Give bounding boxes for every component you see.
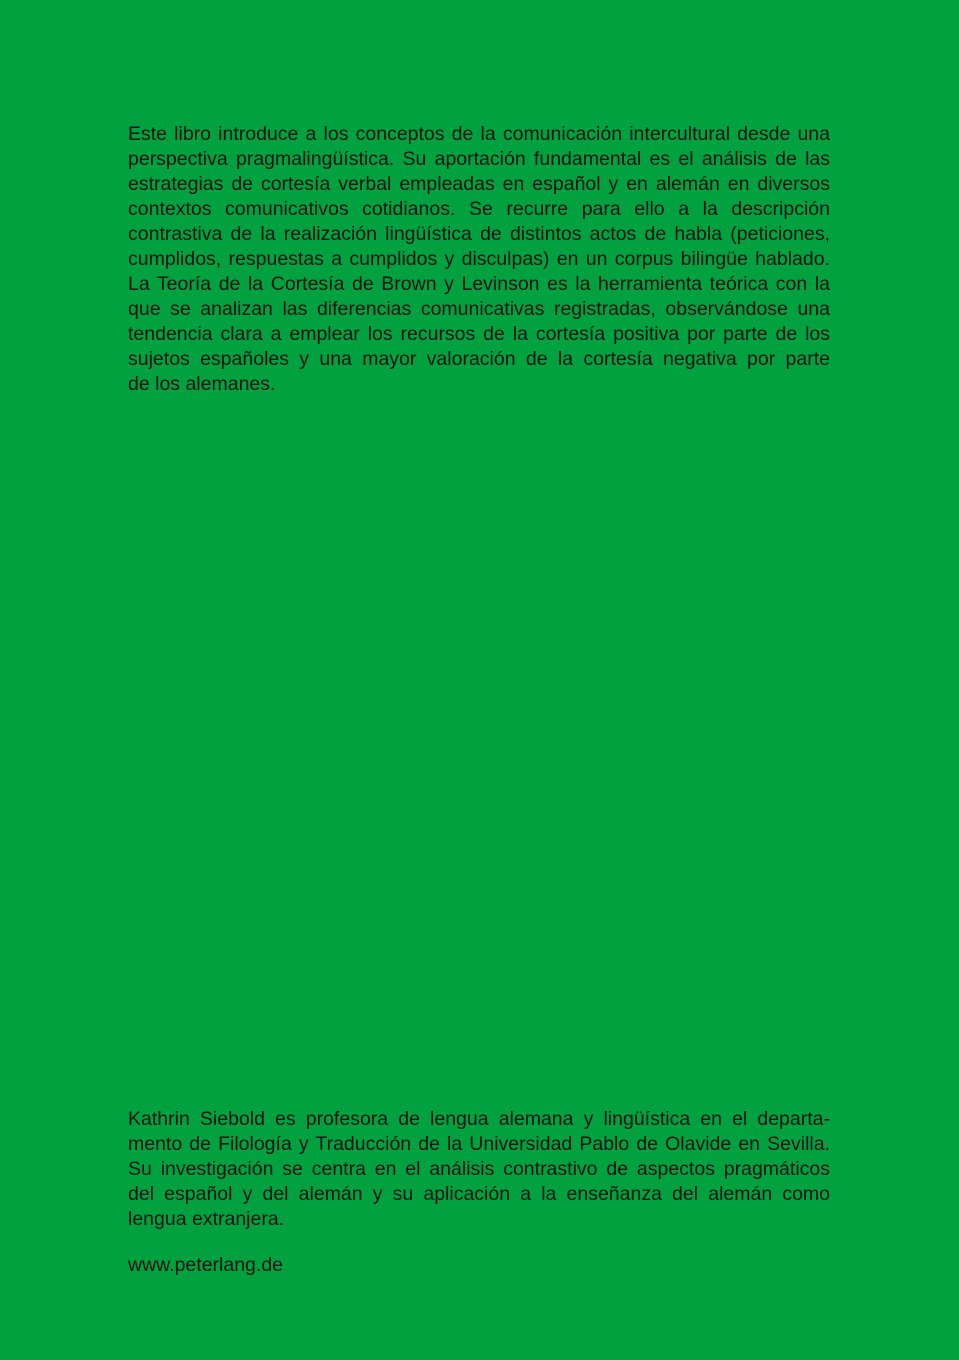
description-line: sujetos españoles y una mayor valoración de la cortesía negativa por parte xyxy=(128,348,830,370)
author-bio-line: Su investigación se centra en el análisis contrastivo de aspectos pragmáticos xyxy=(128,1158,830,1180)
description-line: Este libro introduce a los conceptos de la comunicación intercultural desde una xyxy=(128,123,830,145)
description-line: que se analizan las diferencias comunicativas registradas, observándose una xyxy=(128,298,830,320)
author-bio-line: del español y del alemán y su aplicación a la enseñanza del alemán como xyxy=(128,1183,830,1205)
description-line: contextos comunicativos cotidianos. Se recurre para ello a la descripción xyxy=(128,198,830,220)
author-bio-line: lengua extranjera. xyxy=(128,1208,285,1230)
publisher-website: www.peterlang.de xyxy=(128,1254,284,1276)
author-bio-line: Kathrin Siebold es profesora de lengua alemana y lingüística en el departa- xyxy=(128,1108,830,1130)
description-line: perspectiva pragmalingüística. Su aportación fundamental es el análisis de las xyxy=(128,148,830,170)
description-line: de los alemanes. xyxy=(128,373,276,395)
book-description xyxy=(128,122,830,397)
description-line: cumplidos, respuestas a cumplidos y disculpas) en un corpus bilingüe hablado. xyxy=(128,248,830,270)
description-line: estrategias de cortesía verbal empleadas en español y en alemán en diversos xyxy=(128,173,830,195)
description-line: tendencia clara a emplear los recursos de la cortesía positiva por parte de los xyxy=(128,323,830,345)
description-line: La Teoría de la Cortesía de Brown y Levinson es la herramienta teórica con la xyxy=(128,273,830,295)
description-line: contrastiva de la realización lingüística de distintos actos de habla (peticiones, xyxy=(128,223,830,245)
author-bio xyxy=(128,1107,830,1232)
author-bio-line: mento de Filología y Traducción de la Universidad Pablo de Olavide en Sevilla. xyxy=(128,1133,830,1155)
